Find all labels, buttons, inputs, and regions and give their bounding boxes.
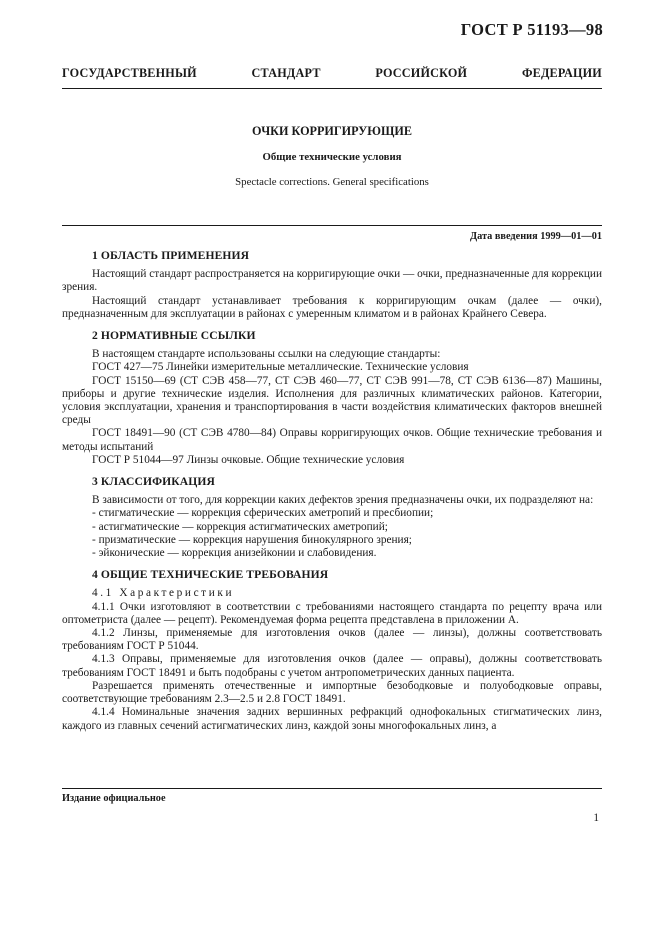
- classification-list: [62, 507, 602, 560]
- section-normative-references: [62, 329, 602, 467]
- list-item: - стигматические — коррекция сферических аметропий и пресбиопии;: [92, 507, 434, 520]
- page-number: 1: [593, 812, 599, 824]
- paragraph: Настоящий стандарт устанавливает требования к корригирующим очкам (далее — очки), предназначенным для эксплуатации в районах с умеренным климатом и в районах Крайнего Севера.: [62, 294, 602, 320]
- list-item: - астигматические — коррекция астигматических аметропий;: [92, 520, 388, 533]
- paragraph: 4.1 Характеристики: [92, 587, 235, 600]
- section-heading: 2 НОРМАТИВНЫЕ ССЫЛКИ: [92, 329, 256, 343]
- paragraph: ГОСТ 427—75 Линейки измерительные металлические. Технические условия: [92, 361, 469, 374]
- section-heading: 1 ОБЛАСТЬ ПРИМЕНЕНИЯ: [92, 249, 250, 262]
- section-heading: 3 КЛАССИФИКАЦИЯ: [92, 475, 215, 489]
- divider-bottom: [62, 788, 602, 789]
- paragraph: ГОСТ 18491—90 (СТ СЭВ 4780—84) Оправы корригирующих очков. Общие технические требования и методы испытаний: [62, 427, 602, 453]
- official-edition-label: Издание официальное: [62, 793, 166, 804]
- paragraph: 4.1.2 Линзы, применяемые для изготовления очков (далее — линзы), должны соответствовать требованиям ГОСТ Р 51044.: [62, 627, 602, 653]
- section-scope: [62, 249, 602, 321]
- paragraph: ГОСТ 15150—69 (СТ СЭВ 458—77, СТ СЭВ 460—77, СТ СЭВ 991—78, СТ СЭВ 6136—87) Машины, приборы и другие технические изделия. Исполнения для различных климатических районов. Категории, условия эксплуатации, хранения и транспортирования в части воздействия климатических факторов внешней среды: [62, 374, 602, 427]
- section-general-requirements: [62, 568, 602, 732]
- paragraph: Настоящий стандарт распространяется на корригирующие очки — очки, предназначенные для коррекции зрения.: [62, 268, 602, 294]
- paragraph: 4.1.4 Номинальные значения задних вершинных рефракций однофокальных стигматических линз, каждого из главных сечений астигматических линз, каждой зоны многофокальных линз, а: [62, 706, 602, 732]
- document-title: ОЧКИ КОРРИГИРУЮЩИЕ: [252, 124, 412, 138]
- document-body: [62, 249, 602, 741]
- paragraph: 4.1.1 Очки изготовляют в соответствии с требованиями настоящего стандарта по рецепту врача или оптометриста (далее — рецепт). Рекомендуемая форма рецепта представлена в приложении А.: [62, 600, 602, 626]
- section-classification: [62, 475, 602, 560]
- list-item: - призматические — коррекция нарушения бинокулярного зрения;: [92, 533, 412, 546]
- paragraph: Разрешается применять отечественные и импортные безободковые и полуободковые оправы, соответствующие требованиям 2.3—2.5 и 2.8 ГОСТ 18491.: [62, 679, 602, 706]
- standard-number: ГОСТ Р 51193—98: [460, 20, 603, 39]
- paragraph: ГОСТ Р 51044—97 Линзы очковые. Общие технические условия: [92, 453, 405, 466]
- list-item: - эйконические — коррекция анизейконии и слабовидения.: [92, 547, 377, 560]
- paragraph: В настоящем стандарте использованы ссылки на следующие стандарты:: [92, 348, 441, 361]
- divider-top: [62, 88, 602, 89]
- introduction-date: Дата введения 1999—01—01: [470, 231, 602, 242]
- state-standard-title: ГОСУДАРСТВЕННЫЙ СТАНДАРТ РОССИЙСКОЙ ФЕДЕРАЦИИ: [62, 66, 602, 80]
- document-english-title: Spectacle corrections. General specifications: [235, 176, 429, 188]
- paragraph: В зависимости от того, для коррекции каких дефектов зрения предназначены очки, их подразделяют на:: [92, 494, 594, 507]
- document-subtitle: Общие технические условия: [262, 151, 402, 163]
- divider-middle: [62, 225, 602, 226]
- section-heading: 4 ОБЩИЕ ТЕХНИЧЕСКИЕ ТРЕБОВАНИЯ: [92, 568, 329, 582]
- paragraph: 4.1.3 Оправы, применяемые для изготовления очков (далее — оправы), должны соответствовать требованиям ГОСТ 18491 и быть подобраны с учетом антропометрических данных пациента.: [62, 653, 602, 679]
